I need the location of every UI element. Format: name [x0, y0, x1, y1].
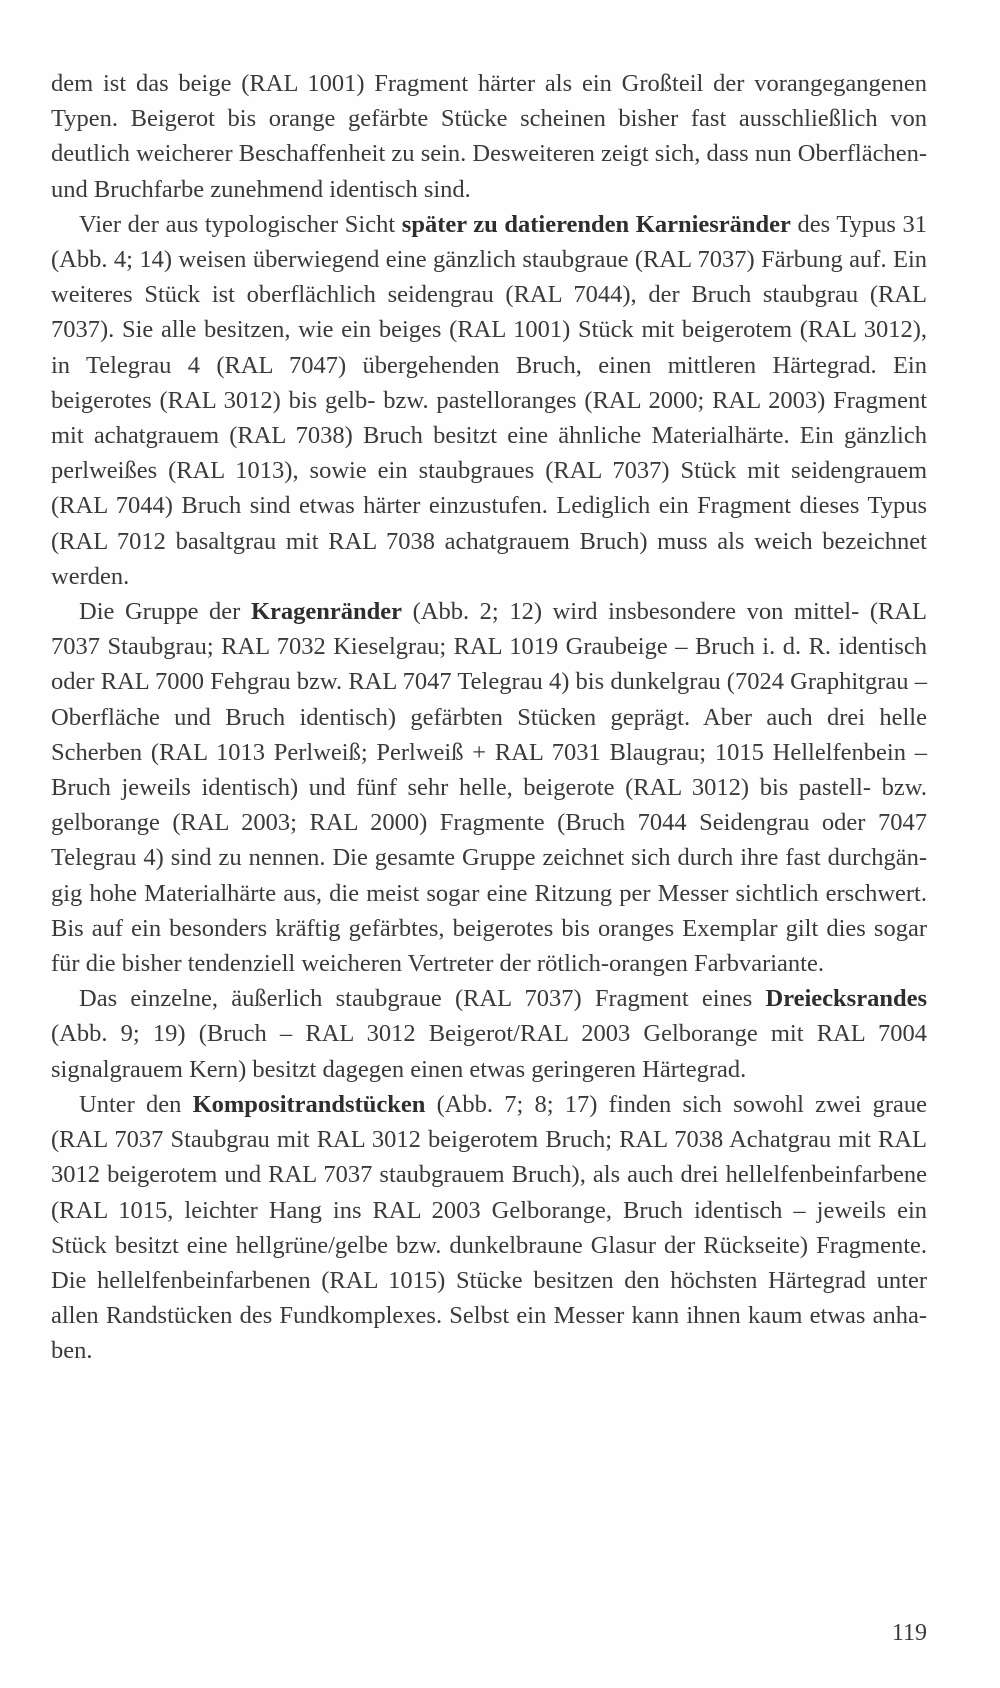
- paragraph-2-text-a: Vier der aus typologischer Sicht: [79, 210, 402, 238]
- paragraph-1: [51, 66, 927, 207]
- paragraph-4: [51, 981, 927, 1087]
- paragraph-3-text-b: (Abb. 2; 12) wird insbesondere von mittel- (RAL 7037 Staubgrau; RAL 7032 Kieselgrau; RAL 1019 Graubeige – Bruch i. d. R. identisch oder RAL 7000 Fehgrau bzw. RAL 7047 Telegrau 4) bis dunkelgrau (7024 Graphitgrau – Oberfläche und Bruch identisch) gefärbten Stücken geprägt. Aber auch drei helle Scherben (RAL 1013 Perlweiß; Perlweiß + RAL 7031 Blaugrau; 1015 Hellelfenbein – Bruch jeweils identisch) und fünf sehr helle, beigerote (RAL 3012) bis pastell- bzw. gelborange (RAL 2003; RAL 2000) Fragmente (Bruch 7044 Seidengrau oder 7047 Telegrau 4) sind zu nennen. Die gesamte Gruppe zeichnet sich durch ihre fast durchgängig hohe Materialhärte aus, die meist sogar eine Ritzung per Messer sichtlich erschwert. Bis auf ein besonders kräftig gefärbtes, beigerotes bis oranges Exemplar gilt dies sogar für die bisher tendenziell weicheren Vertreter der rötlich-orangen Farbvariante.: [51, 598, 928, 978]
- term-kragenraender: Kragenränder: [250, 598, 402, 626]
- paragraph-2: [51, 207, 927, 594]
- body-text: [51, 66, 927, 1369]
- term-karniesraender: später zu datierenden Karniesränder: [401, 210, 791, 238]
- paragraph-2-text-b: des Typus 31 (Abb. 4; 14) weisen überwiegend eine gänzlich staubgraue (RAL 7037) Färbung auf. Ein weiteres Stück ist oberflächlich seidengrau (RAL 7044), der Bruch staubgrau (RAL 7037). Sie alle besitzen, wie ein beiges (RAL 1001) Stück mit beigerotem (RAL 3012), in Telegrau 4 (RAL 7047) übergehenden Bruch, einen mittleren Härtegrad. Ein beigerotes (RAL 3012) bis gelb- bzw. pastelloranges (RAL 2000; RAL 2003) Fragment mit achatgrauem (RAL 7038) Bruch besitzt eine ähnliche Materialhärte. Ein gänzlich perlweißes (RAL 1013), sowie ein staubgraues (RAL 7037) Stück mit seidengrauem (RAL 7044) Bruch sind etwas härter einzustufen. Lediglich ein Fragment dieses Typus (RAL 7012 basaltgrau mit RAL 7038 achatgrauem Bruch) muss als weich bezeichnet werden.: [51, 210, 927, 590]
- paragraph-4-text-a: Das einzelne, äußerlich staubgraue (RAL 7037) Fragment eines: [79, 985, 766, 1013]
- paragraph-5: [51, 1087, 927, 1369]
- paragraph-5-text-b: (Abb. 7; 8; 17) finden sich sowohl zwei graue (RAL 7037 Staubgrau mit RAL 3012 beigerotem Bruch; RAL 7038 Achatgrau mit RAL 3012 beigerotem und RAL 7037 staubgrauem Bruch), als auch drei hellelfenbeinfarbene (RAL 1015, leichter Hang ins RAL 2003 Gelborange, Bruch identisch – jeweils ein Stück besitzt eine hellgrüne/gelbe bzw. dunkelbraune Glasur der Rückseite) Fragmente. Die hellelfenbeinfarbenen (RAL 1015) Stücke besitzen den höchsten Härtegrad unter allen Randstücken des Fundkomplexes. Selbst ein Messer kann ihnen kaum etwas anhaben.: [51, 1090, 927, 1365]
- paragraph-4-text-b: (Abb. 9; 19) (Bruch – RAL 3012 Beigerot/RAL 2003 Gelborange mit RAL 7004 signalgrauem Kern) besitzt dagegen einen etwas geringeren Härtegrad.: [51, 1020, 927, 1083]
- paragraph-1-text: dem ist das beige (RAL 1001) Fragment härter als ein Großteil der vorangegangenen Typen. Beigerot bis orange gefärbte Stücke scheinen bisher fast ausschließlich von deutlich weicherer Beschaffenheit zu sein. Desweiteren zeigt sich, dass nun Oberflächen- und Bruchfarbe zunehmend identisch sind.: [51, 70, 927, 203]
- term-dreiecksrandes: Dreiecksrandes: [765, 985, 927, 1013]
- paragraph-5-text-a: Unter den: [79, 1090, 193, 1118]
- term-kompositrandstuecke: Kompositrandstücken: [192, 1090, 426, 1118]
- paragraph-3: [51, 594, 927, 981]
- paragraph-3-text-a: Die Gruppe der: [79, 598, 251, 626]
- page-number: 119: [891, 1620, 927, 1646]
